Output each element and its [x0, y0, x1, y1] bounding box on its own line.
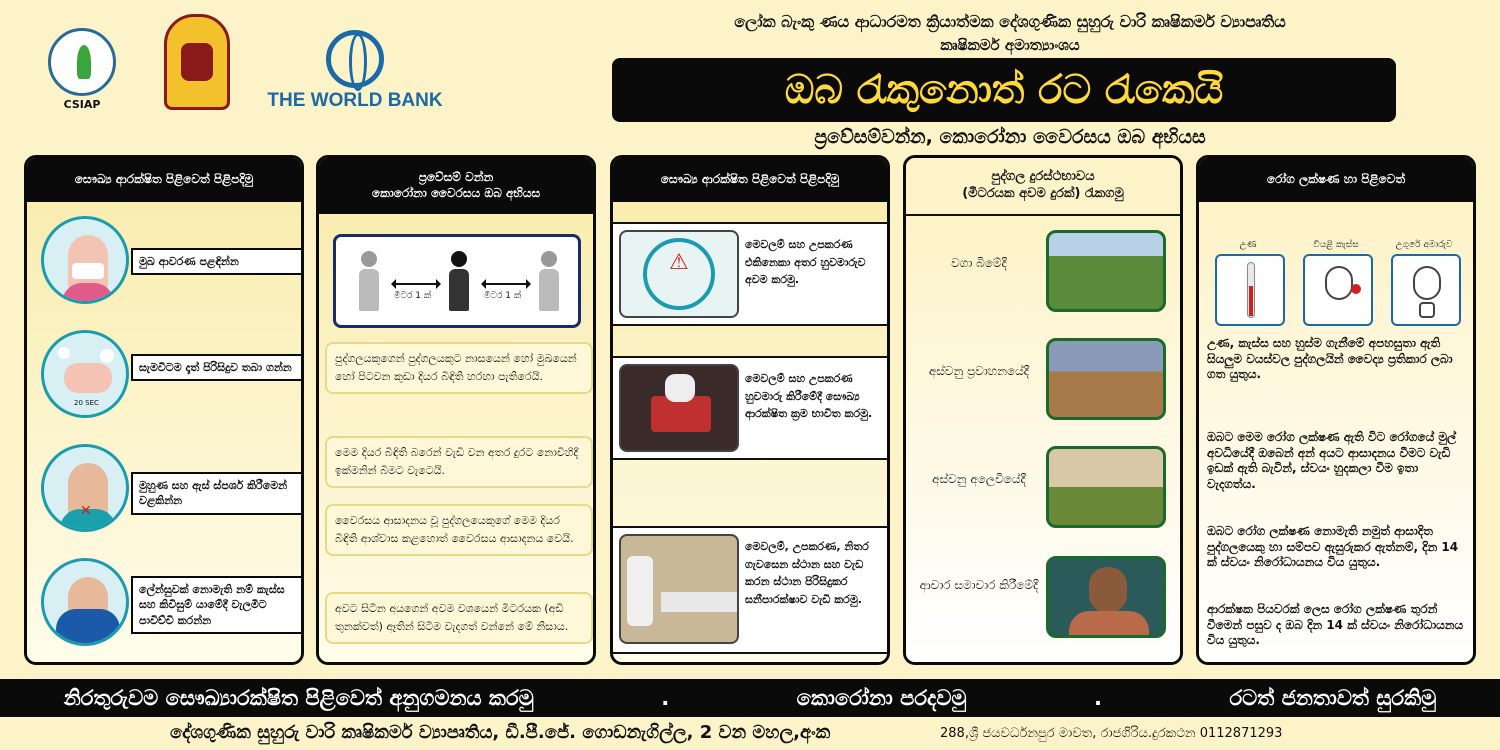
no-face-touch-icon: ✕ [41, 444, 129, 532]
harvest-transport-item [906, 338, 1180, 420]
item-label: වගා බිමේදී [951, 256, 1007, 270]
info-box: වෛරසය ආසාදනය වූ පුද්ගලයෙකුගේ මෙම දියර බිඳිති ආශ්වාස කළහොත් වෛරසය ආසාදනය වෙයි. [325, 504, 593, 556]
panel-heading: රෝග ලක්ෂණ හා පිළිවෙත් [1199, 158, 1473, 202]
sanitize-row [613, 526, 887, 654]
distance-arrow [392, 283, 440, 285]
farm-field-item [906, 230, 1180, 312]
gloved-basket-image [619, 364, 739, 452]
hygiene-practices-panel [24, 155, 304, 665]
panel-heading: සෞඛ්‍ය ආරක්ෂිත පිළිවෙත් පිළිපදිමු [27, 158, 301, 202]
item-label: අස්වනු අලෙවියේදී [932, 472, 1026, 486]
symptom-label: වියළි කැස්ස [1313, 240, 1359, 250]
separator: . [661, 686, 670, 710]
symptom-advice: උණ, කැස්ස සහ හුස්ම ගැනීමේ අපහසුතා ඇති සියලුම වයස්වල පුද්ගලයින් වෛද්‍ය ප්‍රතිකාර ලබා ගත යුතුය. [1207, 336, 1453, 382]
market-stall-image [1046, 446, 1166, 528]
ministry-name: කෘෂිකර්ම අමාත්‍යාංශය [940, 36, 1080, 54]
world-bank-logo [262, 30, 448, 112]
truck-loading-image [1046, 338, 1166, 420]
no-tool-sharing-icon: ⚠ [619, 230, 739, 318]
harvest-sales-item [906, 446, 1180, 528]
csiap-logo-label: CSIAP [63, 98, 101, 111]
social-distance-diagram [333, 234, 581, 328]
farm-field-image [1046, 230, 1166, 312]
item-label: ආචාර සමාචාර කිරීමේදී [919, 578, 1039, 592]
sore-throat-icon [1391, 254, 1461, 326]
info-box: අවට සිටින අයගෙන් අවම වශයෙන් මීටරයක (අඩි තුනක්වත්) ඈතින් සිටීම වැදගත් වන්නේ මේ නිසාය. [325, 592, 593, 644]
greeting-man-image [1046, 556, 1166, 638]
row-text: මෙවලම් සහ උපකරණ හුවමාරු කිරීමේදී සෞඛ්‍ය ආරක්ෂිත ක්‍රම භාවිත කරමු. [745, 372, 873, 421]
hand-washing-icon [41, 330, 129, 418]
symptom-label: උගුරේ අමාරුව [1395, 240, 1453, 250]
tool-sharing-row [613, 222, 887, 326]
symptoms-panel [1196, 155, 1476, 665]
project-address: දේශගුණික සුහුරු වාරි කෘෂිකර්ම ව්‍යාපෘතිය, ඩී.පී.ජේ. ගොඩනැගිල්ල, 2 වන මහල,අංක [170, 722, 831, 743]
csiap-logo [44, 28, 120, 111]
subtitle: ප්‍රවේසම්වන්න, කොරෝනා වෛරසය ඔබ අභියස [814, 126, 1206, 148]
person-icon [538, 251, 560, 311]
panel-heading-line1: ප්‍රවේසම් වන්න [418, 170, 494, 185]
slogan-defeat-corona: කොරෝනා පරදවමු [796, 685, 967, 710]
info-box: මෙම දියර බිඳිති බරෙන් වැඩි වන අතර දුරට නොවිහිදී ඉක්මනින් බිමට වැටෙයි. [325, 436, 593, 488]
physical-distance-panel [903, 155, 1183, 665]
panel-heading [906, 158, 1180, 214]
distance-label: මීටර 1 ක් [394, 291, 432, 301]
elbow-cough-label: ලේන්සුවක් නොමැති නම් කැස්ස සහ කිවිසුම් යාමේදී වැලමිට පාවිච්චි කරන්න [131, 576, 304, 634]
coronavirus-warning-panel [316, 155, 596, 665]
slogan-follow-practices: නිරතුරුවම සෞඛ්‍යාරක්ෂිත පිළිවෙත් අනුගමනය කරමු [63, 685, 534, 710]
wash-hands-label: සැමවිටම දෑත් පිරිසිදුව තබා ගන්න [131, 354, 304, 381]
project-name: ලෝක බැංකු ණය ආධාරමත ක්‍රියාත්මක දේශගුණික සුහුරු වාරි කෘෂිකර්ම ව්‍යාපෘතිය [734, 12, 1286, 31]
row-text: මෙවලම් සහ උපකරණ එකිනෙකා අතර හුවමාරුව අවම කරමු. [745, 238, 866, 287]
person-icon [358, 251, 380, 311]
main-title: ඔබ රැකුනොත් රට රැකෙයි [612, 58, 1396, 122]
slogan-protect-nation: රටත් ජනතාවත් සුරකිමු [1229, 685, 1437, 710]
info-box: පුද්ගලයකුගෙන් පුද්ගලයකුට නාසයෙන් හෝ මුඛයෙන් හෝ පිටවන කුඩා දියර බිඳිති හරහා පැතිරෙයි. [325, 342, 593, 394]
symptom-advice: ඔබට රෝග ලක්ෂණ නොමැති නමුත් ආසාදිත පුද්ගලයෙකු හා සම්පව ඇසුරුකර ඇත්නම්, දින 14 ක් ස්වයං නිරෝධායනය විය යුතුය. [1207, 524, 1459, 570]
disinfecting-barn-image [619, 534, 739, 644]
globe-icon [326, 30, 384, 88]
panel-heading-line2: කොරෝනා වෛරසය ඔබ අභියස [371, 186, 541, 200]
world-bank-label: THE WORLD BANK [267, 90, 443, 111]
greeting-item [906, 556, 1180, 638]
elbow-cough-icon [41, 558, 129, 646]
contact-info: 288,ශ්‍රී ජයවර්ධනපුර මාවත, රාජගිරිය.දුරකථන 0112871293 [940, 726, 1283, 741]
symptom-advice: ආරක්ෂක පියවරක් ලෙස රෝග ලක්ෂණ තුරන් වීමෙන් පසුව ද ඔබ දින 14 ක් ස්වයං නිරෝධායනය විය යුතුය. [1207, 602, 1464, 648]
thermometer-icon [1215, 254, 1285, 326]
coughing-person-icon [1303, 254, 1373, 326]
distance-label: මීටර 1 ක් [484, 291, 522, 301]
symptom-label: උණ [1239, 240, 1257, 250]
timer-label: 20 SEC [74, 399, 99, 407]
separator: . [1094, 686, 1102, 710]
plant-icon [48, 28, 116, 96]
panel-heading: සෞඛ්‍ය ආරක්ෂිත පිළිවෙත් පිළිපදිමු [613, 158, 887, 202]
panel-heading-line2: (මීටරයක අවම දුරක්) රැකගමු [962, 186, 1124, 201]
item-label: අස්වනු ප්‍රවාහනයේදී [928, 364, 1030, 378]
person-icon [448, 251, 470, 311]
panel-heading-line1: පුද්ගල දුරස්ථභාවය [991, 169, 1095, 185]
slogan-band [0, 679, 1500, 717]
mask-wearing-icon [41, 216, 129, 304]
sri-lanka-emblem-icon [164, 14, 230, 110]
distance-arrow [482, 283, 530, 285]
row-text: මෙවලම්, උපකරණ, නිතර ගැවසෙන ස්ථාන සහ වැඩ කරන ස්ථාන පිරිසිදුකර සනීපාරක්ෂාව වැඩි කරමු. [745, 540, 869, 606]
safe-exchange-row [613, 356, 887, 460]
avoid-face-touch-label: මුහුණ සහ ඇස් ස්පර්ශ කිරීමෙන් වළකින්න [131, 472, 304, 515]
panel-heading [319, 158, 593, 214]
tool-hygiene-panel [610, 155, 890, 665]
wear-mask-label: මුඛ ආවරණ පළඳින්න [131, 248, 304, 275]
symptom-advice: ඔබට මෙම රෝග ලක්ෂණ ඇති විට රෝගයේ මුල් අවධියේදී ඔබෙන් අන් අයට ආසාදනය වීමට වැඩි ඉඩක් ඇති බැවින්, ස්වයං හුදකලා වීම ඉතා වැදගත්ය. [1207, 430, 1457, 491]
